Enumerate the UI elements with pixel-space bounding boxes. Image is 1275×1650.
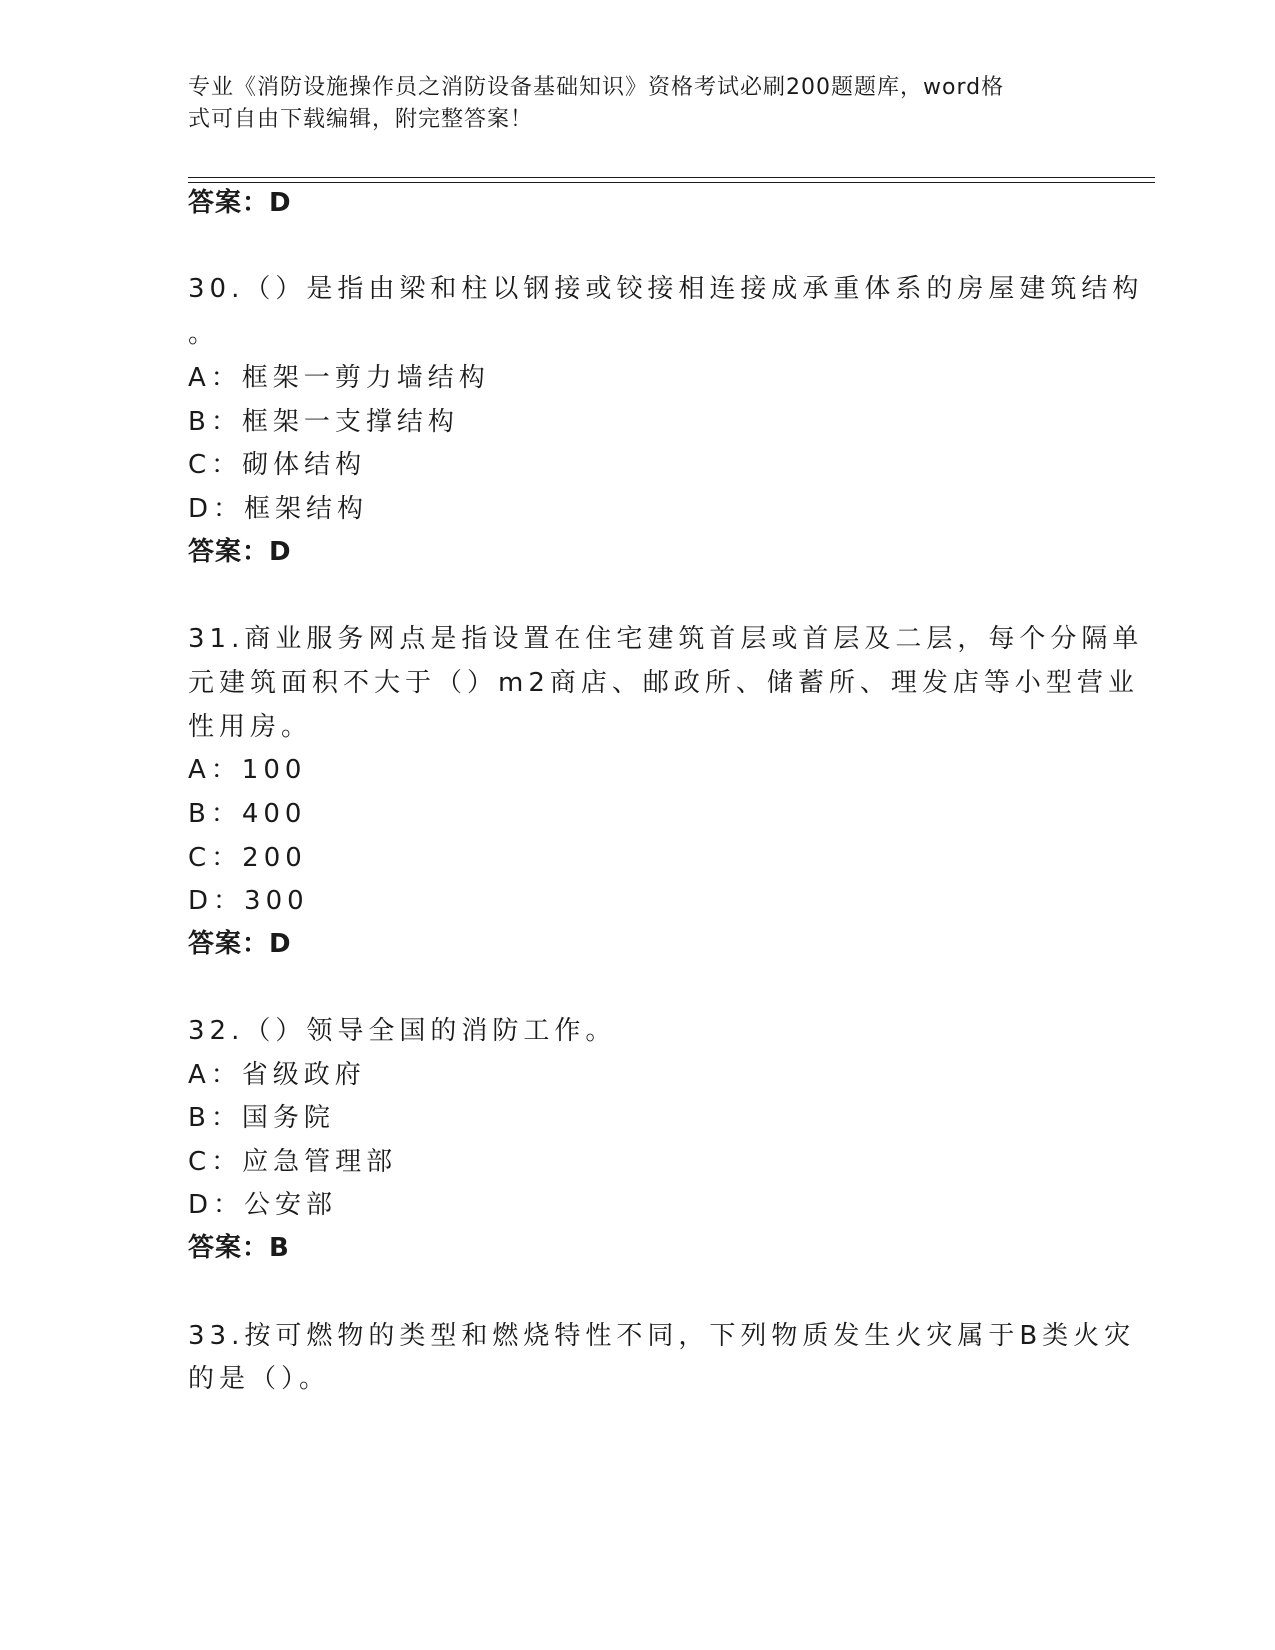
question-30-answer: 答案：D [188,537,292,567]
question-31-answer: 答案：D [188,929,292,959]
question-32-option-a: A：省级政府 [188,1060,366,1090]
question-32-option-d: D：公安部 [188,1190,338,1220]
header-divider-top [188,177,1155,178]
question-33-stem-line-2: 的是（）。 [188,1364,331,1394]
question-31-option-b: B：400 [188,799,307,829]
question-33-stem-line-1: 33.按可燃物的类型和燃烧特性不同，下列物质发生火灾属于B类火灾 [188,1321,1136,1351]
question-30-stem-line-1: 30.（）是指由梁和柱以钢接或铰接相连接成承重体系的房屋建筑结构 [188,274,1144,304]
question-31-stem-line-2: 元建筑面积不大于（）m2商店、邮政所、储蓄所、理发店等小型营业 [188,668,1139,698]
header-line-1: 专业《消防设施操作员之消防设备基础知识》资格考试必刷200题题库，word格 [188,75,1005,100]
question-31-stem-line-1: 31.商业服务网点是指设置在住宅建筑首层或首层及二层，每个分隔单 [188,624,1144,654]
question-32-stem-line-1: 32.（）领导全国的消防工作。 [188,1016,617,1046]
question-32-answer: 答案：B [188,1233,290,1263]
question-31-stem-line-3: 性用房。 [188,712,313,742]
question-30-option-d: D：框架结构 [188,494,369,524]
question-30-option-b: B：框架一支撑结构 [188,407,459,437]
question-32-option-c: C：应急管理部 [188,1147,398,1177]
header-line-2: 式可自由下载编辑，附完整答案！ [188,107,534,132]
question-30-option-c: C：砌体结构 [188,450,367,480]
question-32-option-b: B：国务院 [188,1103,335,1133]
header-divider-bottom [188,182,1155,183]
question-31-option-a: A：100 [188,755,307,785]
question-31-option-c: C：200 [188,843,307,873]
question-30-option-a: A：框架一剪力墙结构 [188,363,490,393]
question-31-option-d: D：300 [188,886,309,916]
previous-answer: 答案：D [188,188,292,218]
question-30-stem-line-2: 。 [188,319,220,349]
document-header [188,72,1088,136]
